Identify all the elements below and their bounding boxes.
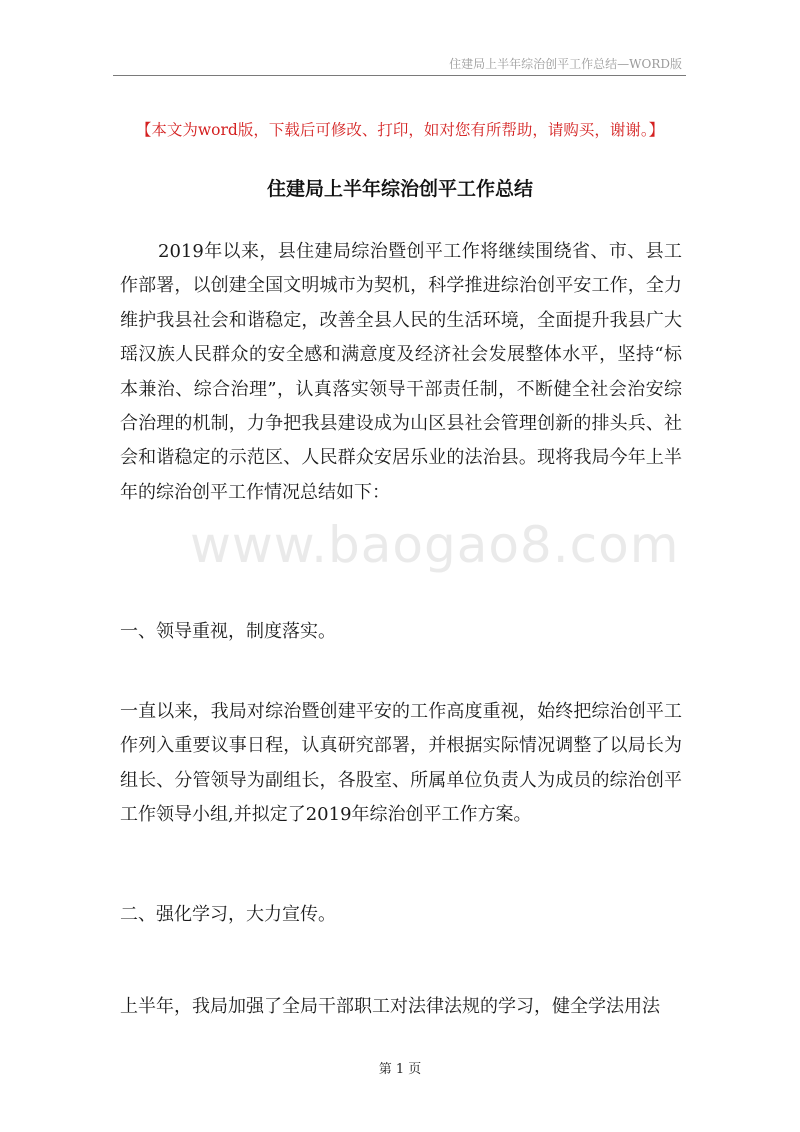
section-heading-1: 一、领导重视，制度落实。 [120, 621, 336, 642]
running-header: 住建局上半年综治创平工作总结—WORD版 [449, 57, 682, 71]
watermark: www.baogao8.com [190, 516, 680, 574]
download-notice: 【本文为word版，下载后可修改、打印，如对您有所帮助，请购买，谢谢。】 [135, 121, 665, 139]
section-1-paragraph: 一直以来，我局对综治暨创建平安的工作高度重视，始终把综治创平工作列入重要议事日程，认真研究部署，并根据实际情况调整了以局长为组长、分管领导为副组长，各股室、所属单位负责人为成员的综治创平工作领导小组,并拟定了2019年综治创平工作方案。 [120, 701, 682, 826]
section-2-paragraph: 上半年，我局加强了全局干部职工对法律法规的学习，健全学法用法 [120, 996, 660, 1017]
intro-paragraph: 2019年以来，县住建局综治暨创平工作将继续围绕省、市、县工作部署，以创建全国文明城市为契机，科学推进综治创平安工作，全力维护我县社会和谐稳定，改善全县人民的生活环境，全面提升我县广大瑶汉族人民群众的安全感和满意度及经济社会发展整体水平，坚持“标本兼治、综合治理”，认真落实领导干部责任制，不断健全社会治安综合治理的机制，力争把我县建设成为山区县社会管理创新的排头兵、社会和谐稳定的示范区、人民群众安居乐业的法治县。现将我局今年上半年的综治创平工作情况总结如下： [120, 241, 682, 503]
page-number: 第 1 页 [378, 1062, 422, 1077]
header-divider [113, 75, 686, 76]
section-heading-2: 二、强化学习，大力宣传。 [120, 904, 336, 925]
document-title: 住建局上半年综治创平工作总结 [266, 178, 533, 200]
